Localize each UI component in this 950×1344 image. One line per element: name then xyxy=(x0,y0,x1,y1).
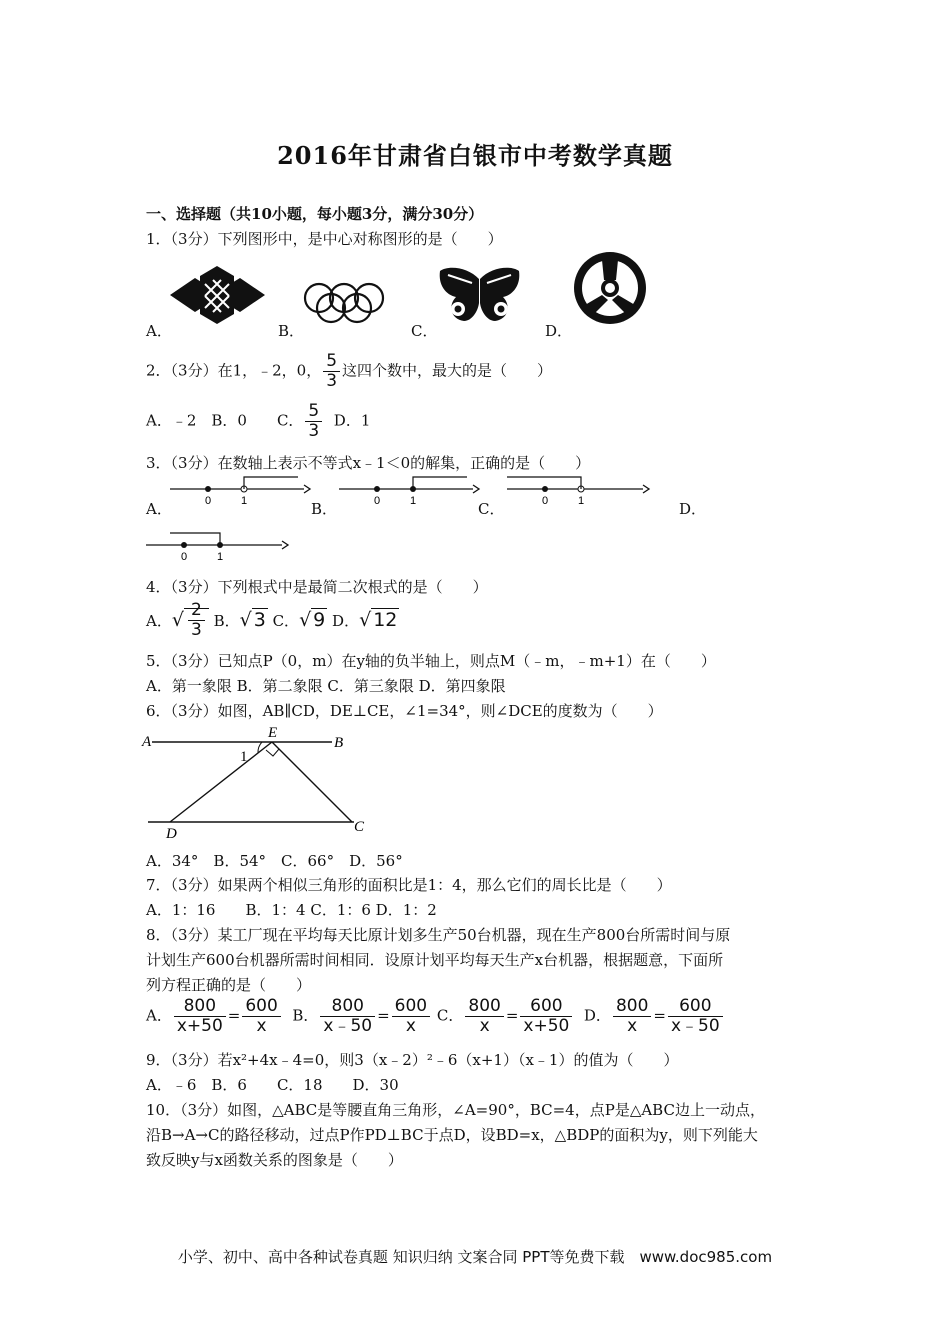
q9-options: A．﹣6 B．6 C．18 D．30 xyxy=(146,1076,399,1094)
q3-number-line-a xyxy=(168,474,308,510)
svg-text:1: 1 xyxy=(578,495,585,507)
q7-stem: 7．（3分）如果两个相似三角形的面积比是1：4，那么它们的周长比是（ ） xyxy=(146,876,672,894)
olympic-rings-figure xyxy=(303,274,385,324)
steering-wheel-figure xyxy=(572,250,648,326)
q6-options: A．34° B．54° C．66° D．56° xyxy=(146,852,403,870)
svg-text:1: 1 xyxy=(241,495,248,507)
svg-text:D: D xyxy=(166,826,177,842)
q10-line-1: 10．（3分）如图，△ABC是等腰直角三角形，∠A=90°，BC=4，点P是△ABC边上一动点， xyxy=(146,1101,765,1119)
butterfly-figure xyxy=(438,265,521,325)
svg-text:0: 0 xyxy=(181,551,188,563)
q7-options: A．1：16 B．1：4 C．1：6 D．1：2 xyxy=(146,901,437,919)
q8-line-3: 列方程正确的是（ ） xyxy=(146,976,312,994)
q9-stem: 9．（3分）若x²+4x﹣4=0，则3（x﹣2）²﹣6（x+1）（x﹣1）的值为（ ） xyxy=(146,1051,679,1069)
svg-text:0: 0 xyxy=(374,495,381,507)
svg-text:A: A xyxy=(142,734,152,750)
q1-stem: 1．（3分）下列图形中，是中心对称图形的是（ ） xyxy=(146,230,503,248)
q8-line-2: 计划生产600台机器所需时间相同．设原计划平均每天生产x台机器，根据题意，下面所 xyxy=(146,951,724,969)
q3-option-b: B． xyxy=(311,500,338,518)
q1-option-a: A． xyxy=(146,322,172,340)
q4-options: A．√ $\frac{2}{3}$ B．√ 3 C．√ 9 D．√ 12 xyxy=(146,600,398,640)
q1-option-d: D． xyxy=(545,322,573,340)
q2-stem-text: 2．（3分）在1，﹣2，0， xyxy=(146,361,322,380)
q6-geometry-figure xyxy=(140,725,380,845)
fraction: $\frac{5}{3}$ xyxy=(323,352,340,391)
q2-stem xyxy=(146,352,552,391)
q3-number-line-c xyxy=(505,474,650,510)
chinese-knot-figure xyxy=(170,268,265,323)
page-footer: 小学、初中、高中各种试卷真题 知识归纳 文案合同 PPT等免费下载 www.doc985.com xyxy=(177,1248,773,1266)
page-title: 2016年甘肃省白银市中考数学真题 xyxy=(277,141,673,170)
svg-text:1: 1 xyxy=(240,749,248,765)
q8-line-1: 8．（3分）某工厂现在平均每天比原计划多生产50台机器，现在生产800台所需时间与原 xyxy=(146,926,731,944)
q3-number-line-d xyxy=(146,530,291,566)
svg-text:C: C xyxy=(354,819,365,835)
svg-text:B: B xyxy=(334,735,344,751)
q4-stem: 4．（3分）下列根式中是最简二次根式的是（ ） xyxy=(146,578,488,596)
q10-line-2: 沿B→A→C的路径移动，过点P作PD⊥BC于点D，设BD=x，△BDP的面积为y，则下列能大 xyxy=(146,1126,758,1144)
q2-options: A．﹣2 B．0 C． $\frac{5}{3}$ D．1 xyxy=(146,401,371,441)
q2-stem-text-2: 这四个数中，最大的是（ ） xyxy=(342,361,553,380)
sqrt-9: √ 9 xyxy=(299,609,326,631)
sqrt-12: √ 12 xyxy=(359,609,398,631)
q1-option-b: B． xyxy=(278,322,305,340)
section-heading: 一、选择题（共10小题，每小题3分，满分30分） xyxy=(146,205,484,223)
q3-option-a: A． xyxy=(146,500,172,518)
svg-text:1: 1 xyxy=(410,495,417,507)
q8-options: A． $\frac{800}{x+50}$ = $\frac{600}{x}$ B． $\frac{800}{x﹣50}$ = $\frac{600}{x}$ C． $\frac{800}{x}$ = $\frac{600}{x+50}$ D． $\frac{800}{x}$ = $\frac{600}{x﹣50}$ xyxy=(146,997,725,1036)
q3-option-d: D． xyxy=(679,500,707,518)
svg-text:1: 1 xyxy=(217,551,224,563)
q3-stem: 3．（3分）在数轴上表示不等式x﹣1＜0的解集，正确的是（ ） xyxy=(146,454,591,472)
q5-options: A．第一象限 B．第二象限 C．第三象限 D．第四象限 xyxy=(146,677,506,695)
q1-option-c: C． xyxy=(411,322,438,340)
fraction: $\frac{5}{3}$ xyxy=(305,402,322,441)
q3-option-c: C． xyxy=(478,500,505,518)
svg-text:E: E xyxy=(268,725,278,741)
sqrt-3: √ 3 xyxy=(239,609,266,631)
sqrt-fraction: √ $\frac{2}{3}$ xyxy=(172,608,209,631)
svg-text:0: 0 xyxy=(205,495,212,507)
q5-stem: 5．（3分）已知点P（0，m）在y轴的负半轴上，则点M（﹣m，﹣m+1）在（ ） xyxy=(146,652,716,670)
svg-text:0: 0 xyxy=(542,495,549,507)
q10-line-3: 致反映y与x函数关系的图象是（ ） xyxy=(146,1151,403,1169)
q6-stem: 6．（3分）如图，AB∥CD，DE⊥CE，∠1=34°，则∠DCE的度数为（ ） xyxy=(146,702,663,720)
q3-number-line-b xyxy=(337,474,477,510)
